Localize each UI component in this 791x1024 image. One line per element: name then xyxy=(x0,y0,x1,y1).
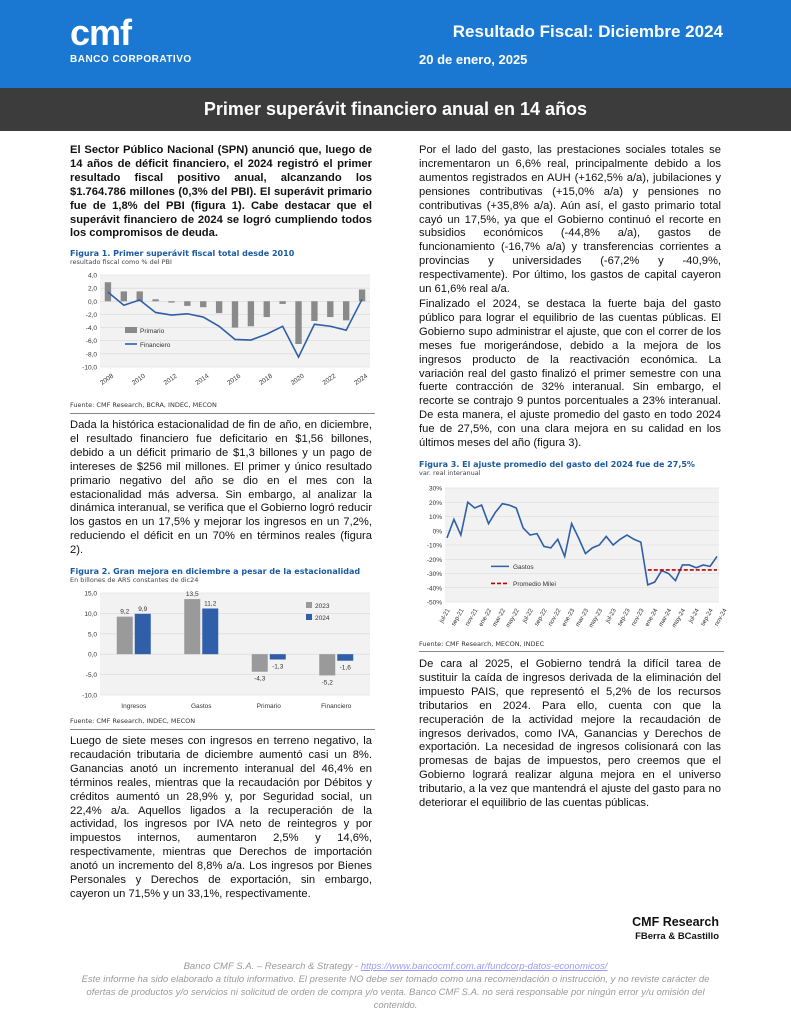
fig3-y-tick: 30% xyxy=(428,485,442,493)
fig1-bar-primario xyxy=(248,301,254,326)
fig1-bar-primario xyxy=(105,282,111,301)
headline: Primer superávit financiero anual en 14 años xyxy=(203,99,588,119)
fig2-bar-2024 xyxy=(270,654,286,659)
fig3-x-tick: sep-24 xyxy=(699,607,715,628)
fig3-y-tick: -30% xyxy=(426,571,442,578)
fig2-data-label: 11,2 xyxy=(204,600,217,608)
fig2-y-tick: 10,0 xyxy=(84,610,97,618)
report-date: 20 de enero, 2025 xyxy=(419,52,528,67)
fig1-x-tick: 2022 xyxy=(321,372,338,387)
disclaimer-text: Este informe ha sido elaborado a título informativo. El presente NO debe ser tomado como una recomendación o instrucción, y no reviste carácter de ofertas de productos y/o servicios ni solicitud de orden de compra y/o venta. Banco CMF S.A. no será responsable por ningún error y/u omisión del contenido. xyxy=(81,974,710,1011)
fig1-subtitle: resultado fiscal como % del PBI xyxy=(70,258,172,266)
fig1-y-tick: 2,0 xyxy=(87,285,97,293)
fig2-y-tick: -5,0 xyxy=(85,672,97,680)
fig3-x-tick: nov-21 xyxy=(463,607,480,628)
fig2-y-tick: 15,0 xyxy=(84,590,97,598)
fig1-y-tick: -6,0 xyxy=(85,338,97,346)
footer-brand: CMF Research xyxy=(632,915,719,929)
fig3-chart xyxy=(419,482,729,642)
fig1-bar-primario xyxy=(232,301,238,327)
fig2-y-tick: 5,0 xyxy=(87,631,97,639)
fig1-y-tick: -10,0 xyxy=(82,364,97,372)
fig3-x-tick: may-24 xyxy=(670,607,688,629)
fig2-legend-2024: 2024 xyxy=(315,615,330,622)
fig3-x-tick: jul-21 xyxy=(438,607,452,625)
fig3-y-tick: -10% xyxy=(426,542,442,550)
fig2-y-tick: 0,0 xyxy=(87,651,97,659)
fig3-x-tick: sep-21 xyxy=(450,607,466,628)
paragraph-right-1: Por el lado del gasto, las prestaciones sociales totales se incrementaron un 6,6% real, principalmente debido a los aumentos registrados en AUH (+162,5% a/a), jubilaciones y pensiones contributivas (+15,0% a/a) y pensiones no contributivas (+35,8% a/a). Aún así, el gasto primario total cayó un 17,5%, ya que el Gobierno continuó el recorte en subsidios económicos (-44,8% a/a), gastos de funcionamiento (-16,7% a/a) y transferencias corrientes a provincias y universidades (-67,2% y -40,9%, respectivamente). Por último, los gastos de capital cayeron un 61,6% real a/a. xyxy=(419,144,721,296)
fig2-bar-2023 xyxy=(184,599,200,654)
fig3-x-tick: nov-22 xyxy=(546,607,563,628)
fig2-source: Fuente: CMF Research, INDEC, MECON xyxy=(70,717,196,725)
fig2-bar-2023 xyxy=(252,654,268,672)
fig2-y-tick: -10,0 xyxy=(82,692,97,700)
fig1-bar-primario xyxy=(311,301,317,321)
disclaimer-prefix: Banco CMF S.A. – Research & Strategy - xyxy=(183,961,361,972)
fig1-bar-primario xyxy=(168,301,174,302)
fig3-y-tick: 10% xyxy=(428,514,442,521)
fig1-x-tick: 2024 xyxy=(353,372,370,387)
fig2-bar-2023 xyxy=(117,617,133,655)
fig1-legend-financiero: Financiero xyxy=(140,342,171,349)
fig1-bar-primario xyxy=(200,301,206,307)
fig3-rule xyxy=(419,651,724,652)
intro-paragraph: El Sector Público Nacional (SPN) anunció que, luego de 14 años de déficit financiero, el 2024 registró el primer resultado fiscal positivo anual, alcanzando los $1.764.786 millones (0,3% del PBI). El superávit primario fue de 1,8% del PBI (figura 1). Cabe destacar que el superávit financiero de 2024 se logró cumpliendo todos los compromisos de deuda. xyxy=(70,144,372,240)
fig1-y-tick: -2,0 xyxy=(85,311,97,319)
paragraph-right-3: De cara al 2025, el Gobierno tendrá la difícil tarea de sustituir la caída de ingresos derivada de la eliminación del impuesto PAIS, que representó el 5,2% de los recursos tributarios en 2024. Para ello, cuenta con que la recuperación de la actividad mejore la recaudación de ingresos derivados, como IVA, Ganancias y Derechos de exportación. La necesidad de ingresos colisionará con las promesas de bajas de impuestos, pero creemos que el Gobierno logrará realizar alguna mejora en el universo tributario, a la vez que mantendrá el ajuste del gasto para no deteriorar el equilibrio de las cuentas públicas. xyxy=(419,658,721,810)
fig1-chart xyxy=(70,271,375,396)
fig2-legend-2023: 2023 xyxy=(315,603,330,610)
report-title: Resultado Fiscal: Diciembre 2024 xyxy=(452,22,723,41)
fig2-rule xyxy=(70,729,375,730)
fig1-x-tick: 2014 xyxy=(194,372,211,387)
fig3-x-tick: mar-24 xyxy=(657,607,674,628)
fig1-rule xyxy=(70,413,375,414)
fig1-legend-primario: Primario xyxy=(140,328,165,335)
logo-subtitle: BANCO CORPORATIVO xyxy=(70,54,192,65)
fig1-bar-primario xyxy=(343,301,349,320)
fig2-x-tick: Primario xyxy=(256,703,281,710)
fig3-x-tick: jul-22 xyxy=(521,607,535,625)
fig2-x-tick: Financiero xyxy=(321,703,352,710)
fig1-y-tick: -4,0 xyxy=(85,325,97,333)
fig3-y-tick: 20% xyxy=(428,499,442,507)
fig1-bar-primario xyxy=(264,301,270,317)
figure-2 xyxy=(70,567,375,727)
paragraph-left-1: Dada la histórica estacionalidad de fin de año, en diciembre, el resultado financiero fue deficitario en $1,56 billones, debido a un déficit primario de $1,3 billones y un pago de intereses de $256 mil millones. El primer y único resultado primario negativo del año se dio en el mes con la estacionalidad más adversa. Sin embargo, al analizar la dinámica interanual, se verifica que el Gobierno logró reducir los gastos en un 17,5% y mejorar los ingresos en un 7,2%, reduciendo el déficit en un 70% en términos reales (figura 2). xyxy=(70,419,372,557)
fig2-bar-2024 xyxy=(337,654,353,661)
fig2-data-label: -4,3 xyxy=(254,675,266,683)
fig1-source: Fuente: CMF Research, BCRA, INDEC, MECON xyxy=(70,401,217,409)
fig3-x-tick: sep-22 xyxy=(533,607,549,628)
fig3-x-tick: nov-24 xyxy=(713,607,729,628)
fig3-subtitle: var. real interanual xyxy=(419,469,481,477)
fig2-bar-2024 xyxy=(135,614,151,654)
fig3-source: Fuente: CMF Research, MECON, INDEC xyxy=(419,640,545,648)
fig1-bar-primario xyxy=(216,301,222,313)
fig1-x-tick: 2018 xyxy=(257,372,274,387)
fig3-x-tick: sep-23 xyxy=(616,607,632,628)
fig1-x-tick: 2016 xyxy=(226,372,243,387)
fig2-title: Figura 2. Gran mejora en diciembre a pesar de la estacionalidad xyxy=(70,567,361,576)
fig2-x-tick: Ingresos xyxy=(121,703,147,710)
fig1-x-tick: 2020 xyxy=(289,372,306,387)
fig1-bar-primario xyxy=(121,291,127,301)
fig3-x-tick: jul-23 xyxy=(604,607,618,625)
paragraph-right-2: Finalizado el 2024, se destaca la fuerte baja del gasto público para lograr el equilibrio de las cuentas públicas. El Gobierno supo administrar el ajuste, que con el correr de los meses fue morigerándose, debido a la mejora de los ingresos producto de la reactivación económica. La variación real del gasto finalizó el primer semestre con una fuerte contracción de 32% interanual. Sin embargo, el recorte se contrajo 9 puntos porcentuales a 23% interanual. De esta manera, el ajuste promedio del gasto en todo 2024 fue de 27,5%, con una clara mejora en su calidad en los últimos meses del año (figura 3). xyxy=(419,298,721,450)
fig1-bar-primario xyxy=(279,301,285,304)
fig3-y-tick: -40% xyxy=(426,585,442,593)
fig2-bar-2023 xyxy=(319,654,335,675)
disclaimer xyxy=(80,960,711,1012)
fig2-data-label: -1,6 xyxy=(339,664,351,672)
fig3-x-tick: jul-24 xyxy=(687,607,701,625)
fig1-legend-swatch-primario xyxy=(125,327,137,333)
fig3-title: Figura 3. El ajuste promedio del gasto del 2024 fue de 27,5% xyxy=(419,460,695,469)
fig3-x-tick: ene-22 xyxy=(477,607,494,628)
fig1-y-tick: 0,0 xyxy=(87,298,97,306)
fig3-x-tick: mar-23 xyxy=(574,607,591,628)
footer-authors: FBerra & BCastillo xyxy=(635,931,719,942)
fig3-x-tick: ene-23 xyxy=(560,607,577,628)
fig3-y-tick: -50% xyxy=(426,599,442,607)
fig1-bar-primario xyxy=(295,301,301,344)
fig1-y-tick: 4,0 xyxy=(87,272,97,280)
fig3-y-tick: -20% xyxy=(426,556,442,564)
fig1-y-tick: -8,0 xyxy=(85,351,97,359)
fig1-x-tick: 2010 xyxy=(130,372,147,387)
fig1-x-tick: 2012 xyxy=(162,372,179,387)
fig2-data-label: 13,5 xyxy=(185,591,199,599)
fig3-x-tick: may-23 xyxy=(587,607,605,629)
title-band xyxy=(0,88,791,131)
fig2-data-label: -1,3 xyxy=(272,663,284,671)
fig1-x-tick: 2008 xyxy=(99,372,116,387)
fig2-chart xyxy=(70,589,375,714)
fig3-legend-promedio: Promedio Milei xyxy=(513,580,556,588)
fig3-y-tick: 0% xyxy=(432,528,442,536)
fig1-bar-primario xyxy=(152,299,158,301)
fig3-x-tick: mar-22 xyxy=(491,607,508,628)
fig2-x-tick: Gastos xyxy=(190,703,212,710)
fig2-legend-swatch-2023 xyxy=(306,602,312,608)
disclaimer-line-1 xyxy=(80,960,711,973)
figure-3 xyxy=(419,460,729,655)
paragraph-left-2: Luego de siete meses con ingresos en terreno negativo, la recaudación tributaria de diciembre aumentó casi un 8%. Ganancias anotó un incremento interanual del 46,4% en términos reales, mientras que la recaudación por Débitos y créditos aumentó un 28,9% y, por Seguridad social, un 22,4% a/a. Aquellos ligados a la recuperación de la actividad, los ingresos por IVA neto de reintegros y por impuestos internos, aumentaron 2,5% y 14,6%, respectivamente, mientras que Derechos de importación anotó un incremento del 8,8% a/a. Los ingresos por Bienes Personales y Derechos de exportación, sin embargo, cayeron un 71,5% y un 33,1%, respectivamente. xyxy=(70,735,372,900)
fig1-bar-primario xyxy=(184,301,190,306)
fig3-x-tick: nov-23 xyxy=(630,607,646,628)
fig3-x-tick: may-22 xyxy=(504,607,521,629)
fig1-bar-primario xyxy=(327,301,333,317)
fig2-bar-2024 xyxy=(202,609,218,655)
cmf-logo: cmf xyxy=(70,12,132,53)
header-bar xyxy=(0,0,791,88)
fig3-legend-gastos: Gastos xyxy=(513,563,534,571)
fig2-data-label: 9,2 xyxy=(120,608,130,616)
fig2-data-label: -5,2 xyxy=(321,679,333,687)
fig1-title: Figura 1. Primer superávit fiscal total desde 2010 xyxy=(70,249,295,258)
fig2-legend-swatch-2024 xyxy=(306,614,312,620)
figure-1 xyxy=(70,249,375,411)
fig2-subtitle: En billones de ARS constantes de dic24 xyxy=(70,576,199,584)
fig3-x-tick: ene-24 xyxy=(643,607,660,628)
website-link[interactable]: https://www.bancocmf.com.ar/fundcorp-datos-economicos/ xyxy=(360,961,608,972)
fig2-data-label: 9,9 xyxy=(138,605,148,613)
